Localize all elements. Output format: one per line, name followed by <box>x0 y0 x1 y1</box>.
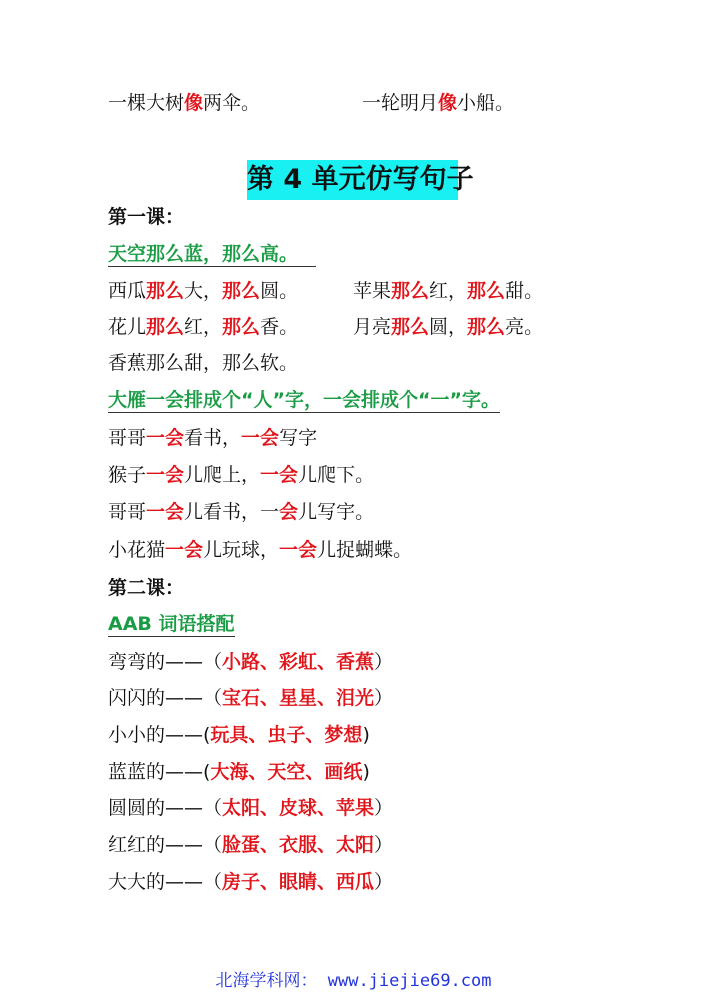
example-row1: 哥哥一会看书，一会写字 <box>108 427 318 449</box>
sentence-row3: 香蕉那么甜，那么软。 <box>108 352 299 374</box>
example-row4: 小花猫一会儿玩球，一会儿捉蝴蝶。 <box>108 539 413 561</box>
word-pair-row: 红红的——（脸蛋、衣服、太阳） <box>108 834 394 856</box>
word-pair-row: 圆圆的——（太阳、皮球、苹果） <box>108 797 394 819</box>
footer-watermark: 北海学科网： www.jiejie69.com <box>215 971 492 991</box>
lesson1-title: 第一课： <box>108 206 185 228</box>
lesson2-subtitle: AAB 词语搭配 <box>108 613 235 635</box>
unit-heading: 第 4 单元仿写句子 <box>247 160 458 200</box>
sentence-row2-left: 花儿那么红，那么香。 <box>108 316 299 338</box>
example-row3: 哥哥一会儿看书，一会儿写宇。 <box>108 501 375 523</box>
example-line-moon: 一轮明月像小船。 <box>362 92 515 114</box>
example-line-tree: 一棵大树像两伞。 <box>108 92 261 114</box>
lesson1-sentence1: 天空那么蓝，那么高。 <box>108 242 316 266</box>
word-pair-row: 小小的——(玩具、虫子、梦想) <box>108 724 370 746</box>
word-pair-row: 蓝蓝的——(大海、天空、画纸) <box>108 761 370 783</box>
sentence-row2-right: 月亮那么圆，那么亮。 <box>353 316 544 338</box>
lesson1-sentence2: 大雁一会排成个“人”字，一会排成个“一”字。 <box>108 389 500 411</box>
word-pair-row: 大大的——（房子、眼睛、西瓜） <box>108 871 394 893</box>
lesson2-title: 第二课： <box>108 577 185 599</box>
word-pair-row: 闪闪的——（宝石、星星、泪光） <box>108 687 394 709</box>
sentence-row1-right: 苹果那么红，那么甜。 <box>353 280 544 302</box>
example-row2: 猴子一会儿爬上，一会儿爬下。 <box>108 464 375 486</box>
sentence-row1-left: 西瓜那么大，那么圆。 <box>108 280 299 302</box>
word-pair-row: 弯弯的——（小路、彩虹、香蕉） <box>108 651 394 673</box>
